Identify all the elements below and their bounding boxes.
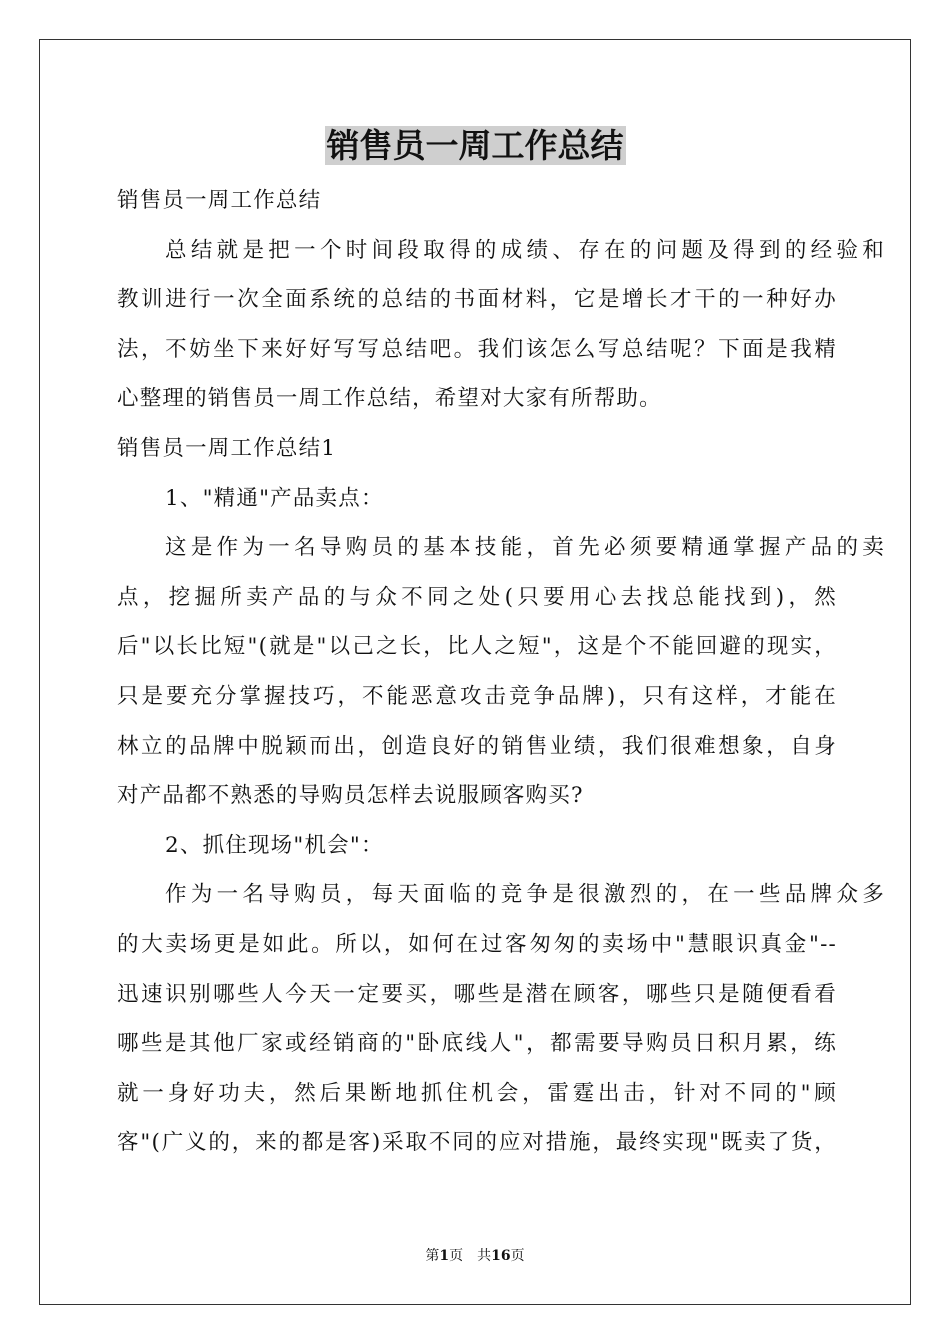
total-prefix: 共	[477, 1248, 492, 1264]
paragraph-line: 法，不妨坐下来好好写写总结吧。我们该怎么写总结呢？下面是我精	[117, 336, 837, 362]
page-footer	[0, 1246, 950, 1266]
paragraph-line: 客"(广义的，来的都是客)采取不同的应对措施，最终实现"既卖了货，	[117, 1130, 837, 1156]
paragraph-line: 后"以长比短"(就是"以己之长，比人之短"，这是个不能回避的现实，	[117, 634, 837, 660]
document-title-text: 销售员一周工作总结	[326, 126, 624, 165]
section-heading: 销售员一周工作总结	[117, 188, 322, 213]
total-unit: 页	[510, 1248, 525, 1264]
subheading: 1、"精通"产品卖点：	[165, 485, 384, 511]
total-pages: 16	[491, 1248, 511, 1264]
document-body	[117, 176, 885, 1168]
subheading: 2、抓住现场"机会"：	[165, 832, 384, 858]
paragraph-line: 心整理的销售员一周工作总结，希望对大家有所帮助。	[117, 386, 662, 412]
paragraph-line: 作为一名导购员，每天面临的竞争是很激烈的，在一些品牌众多	[165, 882, 885, 908]
paragraph-line: 的大卖场更是如此。所以，如何在过客匆匆的卖场中"慧眼识真金"--	[117, 931, 837, 957]
paragraph-line: 教训进行一次全面系统的总结的书面材料，它是增长才干的一种好办	[117, 287, 837, 313]
paragraph-line: 迅速识别哪些人今天一定要买，哪些是潜在顾客，哪些只是随便看看	[117, 981, 837, 1007]
paragraph-line: 这是作为一名导购员的基本技能，首先必须要精通掌握产品的卖	[165, 535, 885, 561]
paragraph-line: 林立的品牌中脱颖而出，创造良好的销售业绩，我们很难想象，自身	[117, 733, 837, 759]
paragraph-line: 对产品都不熟悉的导购员怎样去说服顾客购买?	[117, 783, 584, 809]
paragraph-line: 就一身好功夫，然后果断地抓住机会，雷霆出击，针对不同的"顾	[117, 1080, 837, 1106]
section-heading: 销售员一周工作总结1	[117, 435, 337, 461]
page-unit: 页	[449, 1248, 464, 1264]
document-title	[0, 124, 950, 168]
paragraph-line: 哪些是其他厂家或经销商的"卧底线人"，都需要导购员日积月累，练	[117, 1031, 837, 1057]
page-number: 1	[439, 1248, 450, 1264]
page-prefix: 第	[425, 1248, 440, 1264]
paragraph-line: 总结就是把一个时间段取得的成绩、存在的问题及得到的经验和	[165, 237, 885, 263]
paragraph-line: 只是要充分掌握技巧，不能恶意攻击竞争品牌)，只有这样，才能在	[117, 683, 837, 709]
paragraph-line: 点，挖掘所卖产品的与众不同之处(只要用心去找总能找到)，然	[117, 584, 837, 610]
